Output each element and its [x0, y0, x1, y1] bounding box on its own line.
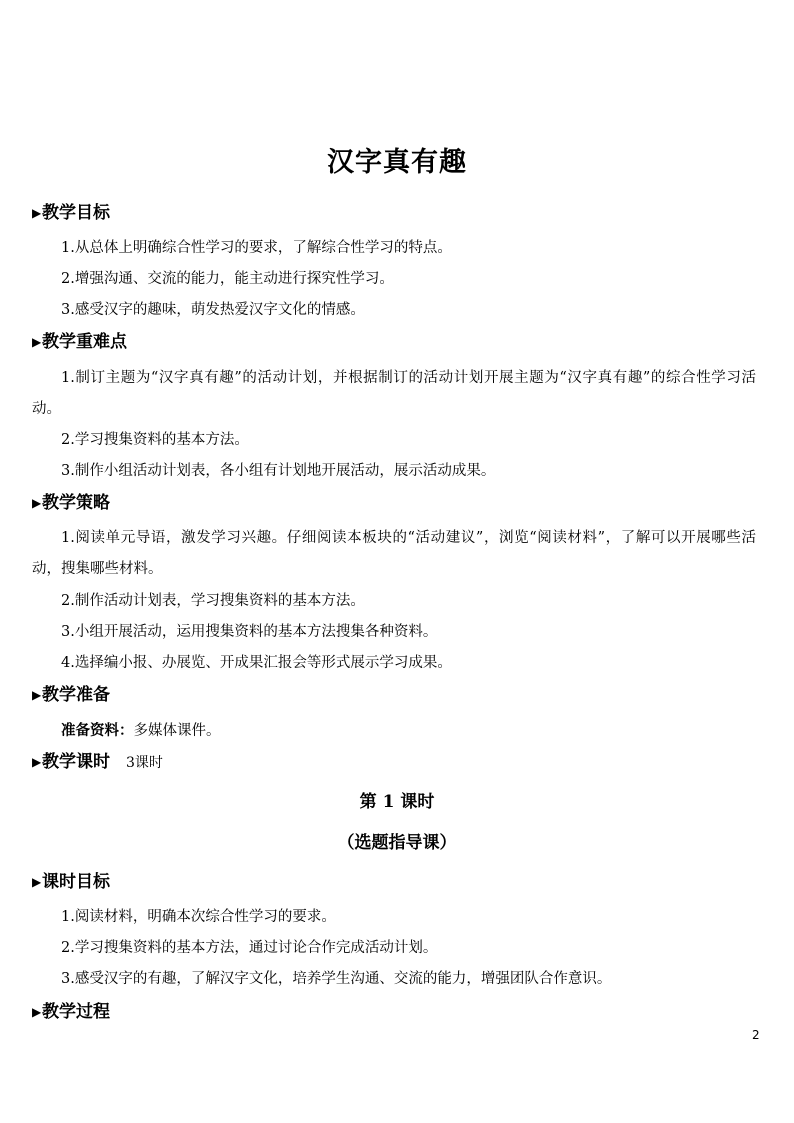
section-heading-label: 教学过程: [42, 1002, 110, 1022]
hours-value: 3课时: [126, 755, 163, 771]
section-heading-label: 教学准备: [42, 685, 110, 705]
lesson-objective-item: 1.阅读材料，明确本次综合性学习的要求。: [61, 909, 336, 925]
preparation-line: [32, 715, 756, 747]
section-heading-strategy: [32, 491, 110, 515]
triangle-marker-icon: ▶: [32, 875, 42, 889]
section-heading-process: [32, 1000, 110, 1024]
lesson-objective-item: 2.学习搜集资料的基本方法，通过讨论合作完成活动计划。: [61, 940, 438, 956]
section-heading-label: 课时目标: [42, 872, 110, 892]
document-title: 汉字真有趣: [327, 147, 467, 178]
objective-item: 3.感受汉字的趣味，萌发热爱汉字文化的情感。: [61, 302, 365, 318]
section-heading-lesson-objectives: [32, 870, 110, 894]
key-point-item: 1.制订主题为“汉字真有趣”的活动计划，并根据制订的活动计划开展主题为“汉字真有趣”的综合性学习活动。: [32, 370, 756, 417]
key-point-item: 2.学习搜集资料的基本方法。: [61, 432, 249, 448]
strategy-item: 2.制作活动计划表，学习搜集资料的基本方法。: [61, 593, 365, 609]
section-heading-hours: [32, 750, 163, 775]
strategy-item: 4.选择编小报、办展览、开成果汇报会等形式展示学习成果。: [61, 655, 452, 671]
section-heading-label: 教学重难点: [42, 332, 127, 352]
objective-item: 1.从总体上明确综合性学习的要求，了解综合性学习的特点。: [61, 240, 452, 256]
page-number: 2: [752, 1028, 760, 1042]
triangle-marker-icon: ▶: [32, 206, 42, 220]
lesson-objective-item: 3.感受汉字的有趣，了解汉字文化，培养学生沟通、交流的能力，增强团队合作意识。: [61, 971, 612, 987]
preparation-text: 多媒体课件。: [133, 723, 221, 739]
key-point-item: 3.制作小组活动计划表，各小组有计划地开展活动，展示活动成果。: [61, 463, 496, 479]
lesson-title: 第 1 课时: [359, 792, 435, 812]
section-heading-label: 教学课时: [42, 752, 110, 772]
strategy-item: 1.阅读单元导语，激发学习兴趣。仔细阅读本板块的“活动建议”，浏览“阅读材料”，了解可以开展哪些活动，搜集哪些材料。: [32, 530, 756, 577]
section-heading-label: 教学目标: [42, 203, 110, 223]
section-heading-label: 教学策略: [42, 493, 110, 513]
objective-item: 2.增强沟通、交流的能力，能主动进行探究性学习。: [61, 271, 394, 287]
lesson-subtitle: （选题指导课）: [337, 833, 457, 853]
triangle-marker-icon: ▶: [32, 1005, 42, 1019]
section-heading-preparation: [32, 683, 110, 707]
section-heading-objectives: [32, 201, 110, 225]
triangle-marker-icon: ▶: [32, 335, 42, 349]
triangle-marker-icon: ▶: [32, 496, 42, 510]
triangle-marker-icon: ▶: [32, 755, 42, 769]
preparation-label: 准备资料：: [61, 722, 134, 739]
strategy-item: 3.小组开展活动，运用搜集资料的基本方法搜集各种资料。: [61, 624, 438, 640]
triangle-marker-icon: ▶: [32, 688, 42, 702]
section-heading-key-points: [32, 330, 127, 354]
